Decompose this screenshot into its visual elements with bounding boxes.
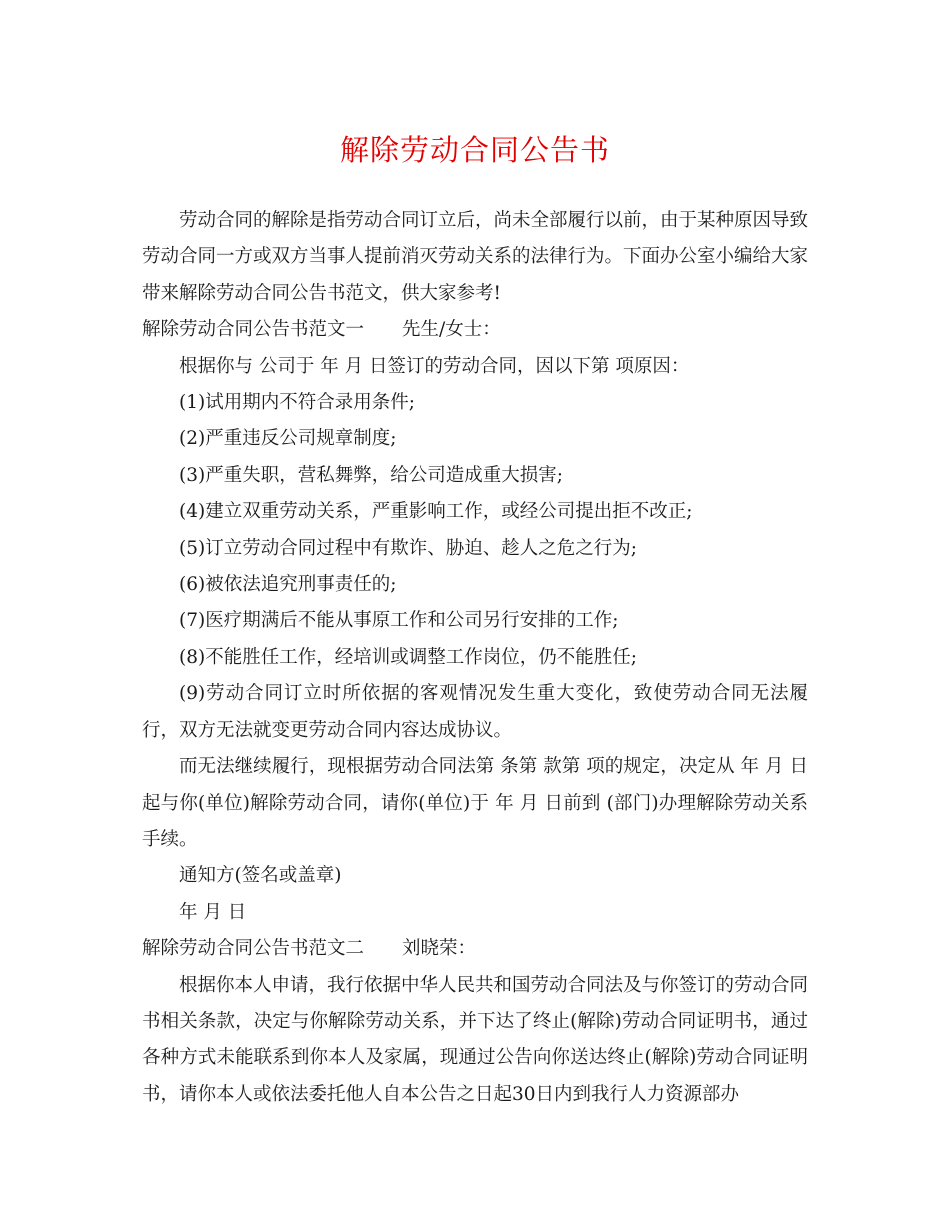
sample1-date: 年 月 日 bbox=[179, 901, 247, 923]
reason-item: (6)被依法追究刑事责任的; bbox=[179, 574, 397, 596]
document-title: 解除劳动合同公告书 bbox=[339, 133, 610, 167]
sample1-heading-line bbox=[142, 312, 808, 348]
sample1-decision: 而无法继续履行，现根据劳动合同法第 条第 款第 项的规定，决定从 年 月 日起与你(单位)解除劳动合同，请你(单位)于 年 月 日前到 (部门)办理解除劳动关系手续。 bbox=[142, 756, 808, 850]
sample2-salutation: 刘晓荣： bbox=[402, 938, 477, 960]
reason-item: (9)劳动合同订立时所依据的客观情况发生重大变化，致使劳动合同无法履行，双方无法就变更劳动合同内容达成协议。 bbox=[142, 683, 808, 741]
sample2-heading-line bbox=[142, 931, 808, 967]
reason-item: (5)订立劳动合同过程中有欺诈、胁迫、趁人之危之行为; bbox=[179, 537, 637, 559]
reason-item: (4)建立双重劳动关系，严重影响工作，或经公司提出拒不改正; bbox=[179, 501, 693, 523]
document-body bbox=[142, 203, 808, 1113]
sample2-heading: 解除劳动合同公告书范文二 bbox=[142, 938, 365, 960]
reason-item: (2)严重违反公司规章制度; bbox=[179, 428, 397, 450]
sample1-notifier: 通知方(签名或盖章) bbox=[179, 865, 342, 887]
sample1-opening: 根据你与 公司于 年 月 日签订的劳动合同，因以下第 项原因： bbox=[179, 355, 690, 377]
reason-item: (1)试用期内不符合录用条件; bbox=[179, 392, 415, 414]
reason-item: (3)严重失职，营私舞弊，给公司造成重大损害; bbox=[179, 464, 563, 486]
reason-item: (7)医疗期满后不能从事原工作和公司另行安排的工作; bbox=[179, 610, 619, 632]
sample1-heading: 解除劳动合同公告书范文一 bbox=[142, 319, 365, 341]
sample1-salutation: 先生/女士： bbox=[402, 319, 501, 341]
intro-paragraph: 劳动合同的解除是指劳动合同订立后，尚未全部履行以前，由于某种原因导致劳动合同一方或双方当事人提前消灭劳动关系的法律行为。下面办公室小编给大家带来解除劳动合同公告书范文，供大家参考! bbox=[142, 210, 809, 304]
reason-item: (8)不能胜任工作，经培训或调整工作岗位，仍不能胜任; bbox=[179, 646, 637, 668]
sample2-body: 根据你本人申请，我行依据中华人民共和国劳动合同法及与你签订的劳动合同书相关条款，决定与你解除劳动关系，并下达了终止(解除)劳动合同证明书，通过各种方式未能联系到你本人及家属，现通过公告向你送达终止(解除)劳动合同证明书，请你本人或依法委托他人自本公告之日起30日内到我行人力资源部办 bbox=[142, 974, 809, 1105]
